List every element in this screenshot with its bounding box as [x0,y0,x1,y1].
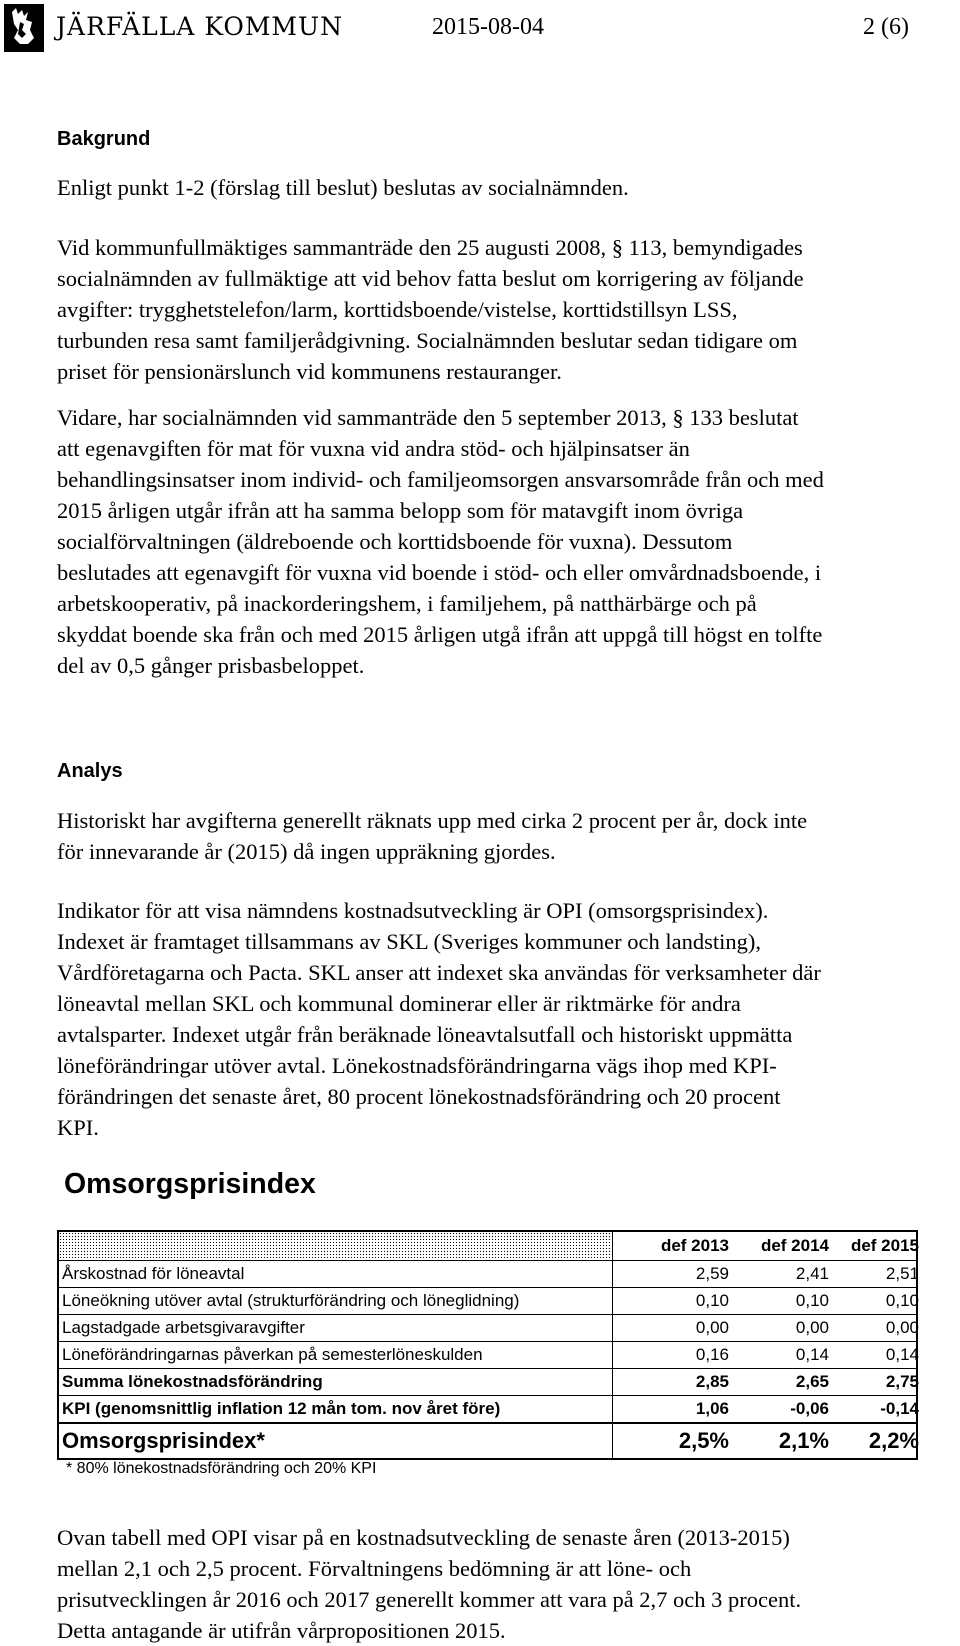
text-line: 2015 årligen utgår ifrån att ha samma belopp som för matavgift inom övriga [57,498,744,523]
total-value: 2,1% [778,1428,829,1453]
text-line: Vid kommunfullmäktiges sammanträde den 25 augusti 2008, § 113, bemyndigades [57,235,803,260]
cell-value: 2,59 [695,1264,729,1283]
text-line: Vidare, har socialnämnden vid sammanträde den 5 september 2013, § 133 beslutat [57,405,799,430]
text-line: Indexet är framtaget tillsammans av SKL (Sveriges kommuner och landsting), [57,929,761,954]
text-line: del av 0,5 gånger prisbasbeloppet. [57,653,365,678]
cell-value: 0,14 [885,1345,919,1364]
paragraph [57,402,937,681]
text-line: Historiskt har avgifterna generellt räknats upp med cirka 2 procent per år, dock inte [57,808,808,833]
paragraph [57,805,937,867]
page-number: 2 (6) [863,14,909,40]
document-date: 2015-08-04 [432,14,544,40]
text-line: KPI. [57,1115,99,1140]
text-line: avtalsparter. Indexet utgår från beräknade löneavtalsutfall och historiskt uppmätta [57,1022,793,1047]
municipality-logo-icon [4,4,44,52]
row-label: Löneökning utöver avtal (strukturförändring och löneglidning) [62,1291,520,1310]
cell-value: 0,16 [695,1345,729,1364]
text-line: Vårdföretagarna och Pacta. SKL anser att indexet ska användas för verksamheter där [57,960,821,985]
row-label: Årskostnad för löneavtal [62,1264,245,1283]
text-line: prisutvecklingen år 2016 och 2017 generellt kommer att vara på 2,7 och 3 procent. [57,1587,802,1612]
text-line: Detta antagande är utifrån vårpropositionen 2015. [57,1618,506,1643]
paragraph [57,1522,937,1646]
text-line: socialförvaltningen (äldreboende och korttidsboende för vuxna). Dessutom [57,529,733,554]
table-row [59,1314,919,1341]
table-row [59,1341,919,1368]
paragraph [57,895,937,1143]
column-header: def 2014 [760,1236,829,1255]
heading-analys: Analys [57,760,123,782]
row-label: Summa lönekostnadsförändring [62,1372,323,1391]
text-line: för innevarande år (2015) då ingen uppräkning gjordes. [57,839,556,864]
column-header: def 2013 [660,1236,729,1255]
cell-value: 0,10 [795,1291,829,1310]
text-line: behandlingsinsatser inom individ- och familjeomsorgen ansvarsområde från och med [57,467,824,492]
cell-value: 2,85 [695,1372,729,1391]
cell-value: 0,00 [885,1318,919,1337]
row-label: Lagstadgade arbetsgivaravgifter [62,1318,305,1337]
table-row [59,1368,919,1395]
cell-value: 0,00 [795,1318,829,1337]
table-footnote: * 80% lönekostnadsförändring och 20% KPI [66,1460,377,1477]
table-row [59,1287,919,1314]
text-line: beslutades att egenavgift för vuxna vid boende i stöd- och eller omvårdnadsboende, i [57,560,822,585]
text-line: förändringen det senaste året, 80 procent lönekostnadsförändring och 20 procent [57,1084,781,1109]
text-line: priset för pensionärslunch vid kommunens restauranger. [57,359,562,384]
table-title: Omsorgsprisindex [64,1168,316,1200]
paragraph [57,172,937,203]
text-line: mellan 2,1 och 2,5 procent. Förvaltningens bedömning är att löne- och [57,1556,692,1581]
cell-value: 2,65 [795,1372,829,1391]
cell-value: 0,14 [795,1345,829,1364]
cell-value: 0,00 [695,1318,729,1337]
text-line: turbunden resa samt familjerådgivning. Socialnämnden beslutar sedan tidigare om [57,328,798,353]
cell-value: 2,75 [885,1372,919,1391]
cell-value: 2,51 [885,1264,919,1283]
org-name: JÄRFÄLLA KOMMUN [56,12,343,41]
cell-value: 1,06 [695,1399,729,1418]
heading-bakgrund: Bakgrund [57,128,151,150]
total-label: Omsorgsprisindex* [62,1428,265,1453]
cell-value: 2,41 [795,1264,829,1283]
table-row [59,1395,919,1422]
text-line: arbetskooperativ, på inackorderingshem, i familjehem, på natthärbärge och på [57,591,757,616]
text-line: Enligt punkt 1-2 (förslag till beslut) beslutas av socialnämnden. [57,175,629,200]
label-column [59,1232,613,1260]
text-line: löneavtal mellan SKL och kommunal dominerar eller är riktmärke för andra [57,991,741,1016]
table-row [59,1260,919,1287]
text-line: Indikator för att visa nämndens kostnadsutveckling är OPI (omsorgsprisindex). [57,898,769,923]
total-value: 2,2% [868,1428,919,1453]
page-header [0,0,960,60]
row-label: Löneförändringarnas påverkan på semesterlöneskulden [62,1345,483,1364]
text-line: skyddat boende ska från och med 2015 årligen utgå ifrån att uppgå till högst en tolfte [57,622,823,647]
paragraph [57,232,937,387]
cell-value: 0,10 [885,1291,919,1310]
text-line: avgifter: trygghetstelefon/larm, korttidsboende/vistelse, korttidstillsyn LSS, [57,297,738,322]
total-value: 2,5% [678,1428,729,1453]
cell-value: -0,06 [790,1399,829,1418]
text-line: att egenavgiften för mat för vuxna vid andra stöd- och hjälpinsatser än [57,436,690,461]
table-header-row [59,1232,919,1260]
cell-value: 0,10 [695,1291,729,1310]
row-label: KPI (genomsnittlig inflation 12 mån tom. nov året före) [62,1399,501,1418]
index-table [57,1230,918,1460]
table-total-row [59,1422,919,1458]
text-line: löneförändringar utöver avtal. Lönekostnadsförändringarna vägs ihop med KPI- [57,1053,777,1078]
text-line: Ovan tabell med OPI visar på en kostnadsutveckling de senaste åren (2013-2015) [57,1525,790,1550]
column-header: def 2015 [850,1236,919,1255]
cell-value: -0,14 [880,1399,919,1418]
text-line: socialnämnden av fullmäktige att vid behov fatta beslut om korrigering av följande [57,266,804,291]
